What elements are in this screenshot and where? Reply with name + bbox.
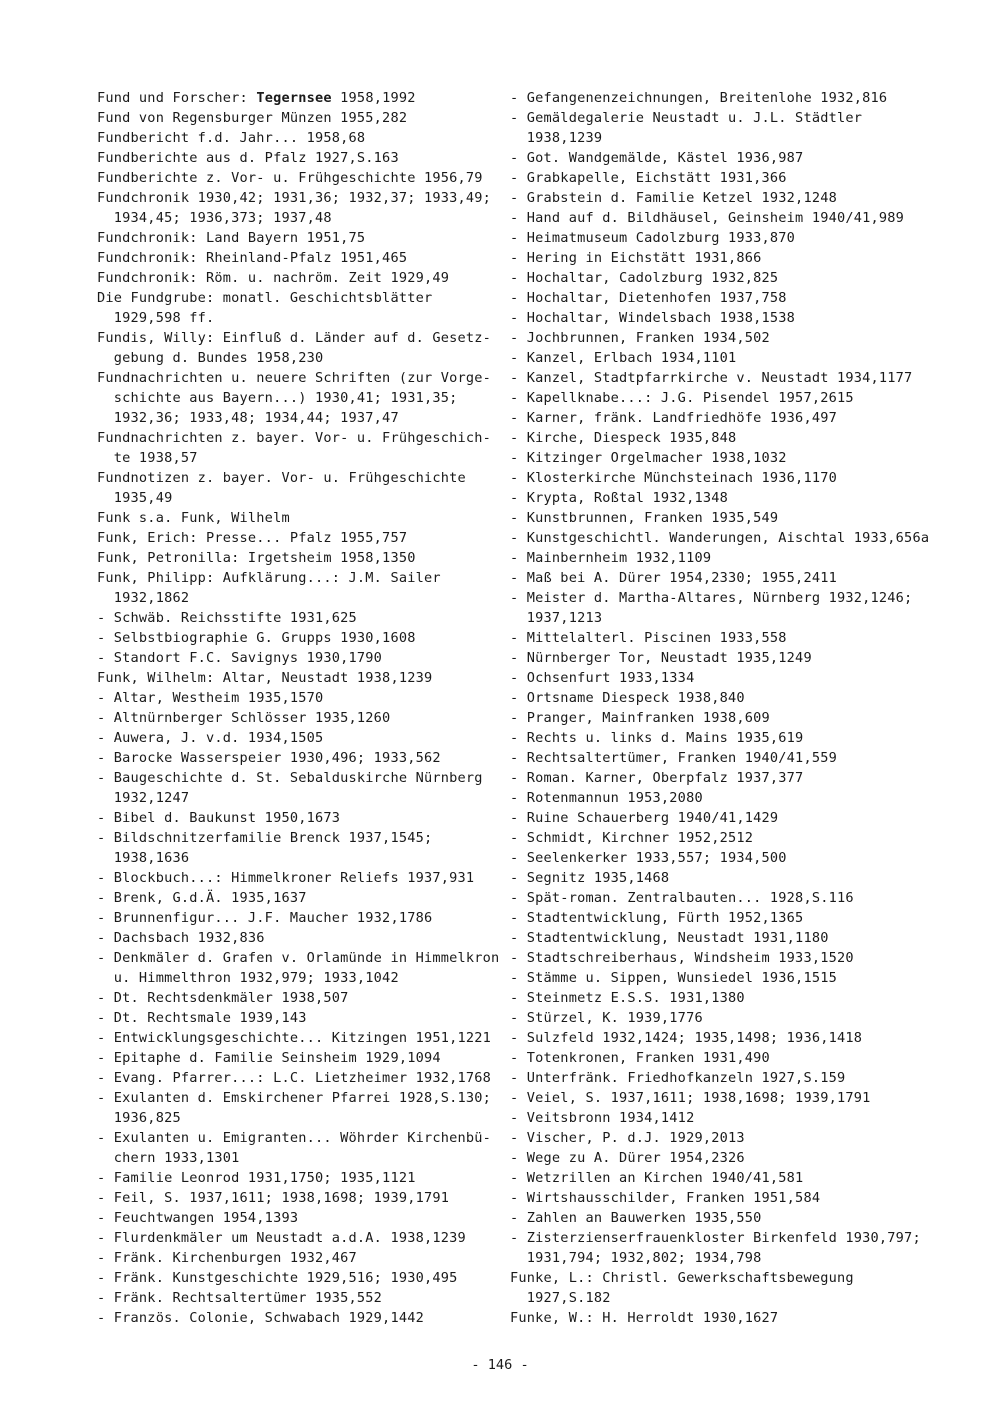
index-line [510, 608, 950, 628]
index-line [97, 808, 492, 828]
index-line [510, 188, 950, 208]
index-line [510, 1288, 950, 1308]
index-text: - Stadtentwicklung, Neustadt 1931,1180 [510, 930, 829, 946]
index-text: u. Himmelthron 1932,979; 1933,1042 [97, 970, 399, 986]
index-line [510, 428, 950, 448]
index-line [510, 168, 950, 188]
index-line [97, 1308, 492, 1328]
index-text: 1937,1213 [510, 610, 603, 626]
index-line [97, 228, 492, 248]
index-line [97, 708, 492, 728]
index-line [510, 748, 950, 768]
index-text: - Exulanten d. Emskirchener Pfarrei 1928,S.130; [97, 1090, 492, 1106]
index-line [97, 1188, 492, 1208]
index-line [97, 488, 492, 508]
index-line [510, 628, 950, 648]
index-line [97, 628, 492, 648]
index-text: - Stämme u. Sippen, Wunsiedel 1936,1515 [510, 970, 837, 986]
index-text: - Denkmäler d. Grafen v. Orlamünde in Himmelkron [97, 950, 500, 966]
index-line [97, 748, 492, 768]
index-line [97, 648, 492, 668]
index-text: - Spät-roman. Zentralbauten... 1928,S.116 [510, 890, 854, 906]
index-text: - Unterfränk. Friedhofkanzeln 1927,S.159 [510, 1070, 846, 1086]
index-text: Fundnotizen z. bayer. Vor- u. Frühgeschichte [97, 470, 466, 486]
index-line [510, 1268, 950, 1288]
index-text: - Sulzfeld 1932,1424; 1935,1498; 1936,1418 [510, 1030, 863, 1046]
index-line [510, 908, 950, 928]
index-text: - Krypta, Roßtal 1932,1348 [510, 490, 728, 506]
index-line [97, 168, 492, 188]
index-line [510, 648, 950, 668]
index-text: - Kitzinger Orgelmacher 1938,1032 [510, 450, 787, 466]
index-text: - Rechts u. links d. Mains 1935,619 [510, 730, 804, 746]
index-text: - Seelenkerker 1933,557; 1934,500 [510, 850, 787, 866]
index-line [510, 1208, 950, 1228]
index-line [510, 828, 950, 848]
index-line [510, 948, 950, 968]
index-text: - Wege zu A. Dürer 1954,2326 [510, 1150, 745, 1166]
index-text: - Stadtentwicklung, Fürth 1952,1365 [510, 910, 804, 926]
index-line [97, 1028, 492, 1048]
index-line [510, 328, 950, 348]
index-text: 1929,598 ff. [97, 310, 215, 326]
index-text: - Grabkapelle, Eichstätt 1931,366 [510, 170, 787, 186]
index-line [97, 1168, 492, 1188]
index-text: Fundchronik 1930,42; 1931,36; 1932,37; 1933,49; [97, 190, 492, 206]
index-text: schichte aus Bayern...) 1930,41; 1931,35; [97, 390, 458, 406]
index-line [510, 1068, 950, 1088]
index-line [97, 828, 492, 848]
index-text: - Kunstbrunnen, Franken 1935,549 [510, 510, 779, 526]
right-column [510, 88, 950, 1328]
index-line [97, 1108, 492, 1128]
index-text: - Got. Wandgemälde, Kästel 1936,987 [510, 150, 804, 166]
index-line [510, 668, 950, 688]
index-text: - Heimatmuseum Cadolzburg 1933,870 [510, 230, 796, 246]
index-line [510, 1028, 950, 1048]
index-line [97, 448, 492, 468]
index-line [97, 1008, 492, 1028]
index-line [510, 548, 950, 568]
index-line [510, 88, 950, 108]
index-text: - Totenkronen, Franken 1931,490 [510, 1050, 770, 1066]
index-text: - Kapellknabe...: J.G. Pisendel 1957,2615 [510, 390, 854, 406]
index-line [510, 468, 950, 488]
index-line [510, 528, 950, 548]
index-text: 1938,1636 [97, 850, 190, 866]
index-line [510, 788, 950, 808]
index-text: - Dt. Rechtsdenkmäler 1938,507 [97, 990, 349, 1006]
index-line [97, 768, 492, 788]
index-line [510, 848, 950, 868]
index-line [97, 1248, 492, 1268]
index-text: - Bildschnitzerfamilie Brenck 1937,1545; [97, 830, 433, 846]
index-line [97, 308, 492, 328]
index-line [510, 208, 950, 228]
index-text: Funk, Erich: Presse... Pfalz 1955,757 [97, 530, 408, 546]
index-text: 1935,49 [97, 490, 173, 506]
index-text: - Baugeschichte d. St. Sebalduskirche Nürnberg [97, 770, 483, 786]
index-line [510, 928, 950, 948]
index-line [97, 288, 492, 308]
index-text: - Klosterkirche Münchsteinach 1936,1170 [510, 470, 837, 486]
index-text: - Selbstbiographie G. Grupps 1930,1608 [97, 630, 416, 646]
index-line [510, 408, 950, 428]
index-line [97, 908, 492, 928]
index-line [510, 228, 950, 248]
index-text: - Feil, S. 1937,1611; 1938,1698; 1939,1791 [97, 1190, 450, 1206]
index-line [97, 568, 492, 588]
index-text: - Zahlen an Bauwerken 1935,550 [510, 1210, 762, 1226]
index-text: - Wirtshausschilder, Franken 1951,584 [510, 1190, 821, 1206]
index-text: - Zisterzienserfrauenkloster Birkenfeld 1930,797; [510, 1230, 921, 1246]
index-text: - Gefangenenzeichnungen, Breitenlohe 1932,816 [510, 90, 888, 106]
index-line [97, 588, 492, 608]
index-line [510, 288, 950, 308]
index-text: - Schmidt, Kirchner 1952,2512 [510, 830, 754, 846]
index-line [510, 808, 950, 828]
index-text: - Fränk. Rechtsaltertümer 1935,552 [97, 1290, 383, 1306]
index-text: gebung d. Bundes 1958,230 [97, 350, 324, 366]
index-line [510, 768, 950, 788]
index-text: - Kunstgeschichtl. Wanderungen, Aischtal 1933,656a [510, 530, 930, 546]
index-line [510, 268, 950, 288]
index-text: - Ochsenfurt 1933,1334 [510, 670, 695, 686]
index-line [97, 88, 492, 108]
index-line [510, 1188, 950, 1208]
index-text: - Pranger, Mainfranken 1938,609 [510, 710, 770, 726]
index-line [510, 988, 950, 1008]
index-text: Fundbericht f.d. Jahr... 1958,68 [97, 130, 366, 146]
index-line [97, 1088, 492, 1108]
index-text: - Bibel d. Baukunst 1950,1673 [97, 810, 341, 826]
index-line [97, 328, 492, 348]
index-line [97, 948, 500, 968]
index-line [97, 108, 492, 128]
index-text: - Exulanten u. Emigranten... Wöhrder Kirchenbü- [97, 1130, 492, 1146]
index-text: - Flurdenkmäler um Neustadt a.d.A. 1938,1239 [97, 1230, 466, 1246]
index-text: - Französ. Colonie, Schwabach 1929,1442 [97, 1310, 424, 1326]
index-text: - Entwicklungsgeschichte... Kitzingen 1951,1221 [97, 1030, 492, 1046]
index-line [97, 548, 492, 568]
index-line [97, 468, 492, 488]
index-line [510, 308, 950, 328]
index-line [510, 248, 950, 268]
index-line [510, 888, 950, 908]
index-text: - Brenk, G.d.Ä. 1935,1637 [97, 890, 307, 906]
index-line [97, 988, 492, 1008]
index-text: - Rechtsaltertümer, Franken 1940/41,559 [510, 750, 837, 766]
index-text: - Auwera, J. v.d. 1934,1505 [97, 730, 324, 746]
index-line [510, 588, 950, 608]
index-line [510, 1108, 950, 1128]
index-line [510, 728, 950, 748]
index-text: - Hochaltar, Cadolzburg 1932,825 [510, 270, 779, 286]
index-line [97, 348, 492, 368]
index-line [97, 1208, 492, 1228]
index-text: - Vischer, P. d.J. 1929,2013 [510, 1130, 745, 1146]
index-line [97, 128, 492, 148]
index-text: - Ortsname Diespeck 1938,840 [510, 690, 745, 706]
index-line [510, 1228, 950, 1248]
index-text: - Altar, Westheim 1935,1570 [97, 690, 324, 706]
index-line [97, 248, 492, 268]
index-text: - Fränk. Kunstgeschichte 1929,516; 1930,495 [97, 1270, 458, 1286]
index-text: - Kanzel, Stadtpfarrkirche v. Neustadt 1934,1177 [510, 370, 913, 386]
index-text: - Evang. Pfarrer...: L.C. Lietzheimer 1932,1768 [97, 1070, 492, 1086]
index-line [510, 1008, 950, 1028]
index-text: 1932,1247 [97, 790, 190, 806]
index-text: - Veitsbronn 1934,1412 [510, 1110, 695, 1126]
index-text: - Jochbrunnen, Franken 1934,502 [510, 330, 770, 346]
index-text: Fund von Regensburger Münzen 1955,282 [97, 110, 408, 126]
index-text: - Barocke Wasserspeier 1930,496; 1933,562 [97, 750, 441, 766]
index-text: - Nürnberger Tor, Neustadt 1935,1249 [510, 650, 812, 666]
index-text: - Epitaphe d. Familie Seinsheim 1929,1094 [97, 1050, 441, 1066]
index-line [510, 1168, 950, 1188]
index-line [510, 128, 950, 148]
index-text: - Standort F.C. Savignys 1930,1790 [97, 650, 383, 666]
index-text: - Feuchtwangen 1954,1393 [97, 1210, 299, 1226]
index-text: - Kanzel, Erlbach 1934,1101 [510, 350, 737, 366]
index-line [510, 568, 950, 588]
index-text: - Familie Leonrod 1931,1750; 1935,1121 [97, 1170, 416, 1186]
index-text: Fund und Forscher: [97, 90, 257, 106]
index-text: Funk, Wilhelm: Altar, Neustadt 1938,1239 [97, 670, 433, 686]
index-line [510, 1148, 950, 1168]
index-text: - Blockbuch...: Himmelkroner Reliefs 1937,931 [97, 870, 475, 886]
index-line [97, 788, 492, 808]
index-text: chern 1933,1301 [97, 1150, 240, 1166]
index-line [97, 608, 492, 628]
index-line [97, 188, 492, 208]
index-line [97, 368, 492, 388]
index-line [97, 1148, 492, 1168]
index-line [97, 1288, 492, 1308]
index-text: Funk s.a. Funk, Wilhelm [97, 510, 290, 526]
index-line [97, 388, 492, 408]
index-text: Fundis, Willy: Einfluß d. Länder auf d. Gesetz- [97, 330, 492, 346]
index-text: te 1938,57 [97, 450, 198, 466]
index-text: - Stürzel, K. 1939,1776 [510, 1010, 703, 1026]
index-text: - Wetzrillen an Kirchen 1940/41,581 [510, 1170, 804, 1186]
index-text: - Stadtschreiberhaus, Windsheim 1933,1520 [510, 950, 854, 966]
index-line [97, 868, 492, 888]
index-text: - Rotenmannun 1953,2080 [510, 790, 703, 806]
index-text: 1938,1239 [510, 130, 603, 146]
index-line [97, 928, 492, 948]
index-line [510, 348, 950, 368]
index-text: Funk, Petronilla: Irgetsheim 1958,1350 [97, 550, 416, 566]
index-line [97, 688, 492, 708]
index-text: - Dt. Rechtsmale 1939,143 [97, 1010, 307, 1026]
index-line [97, 1228, 492, 1248]
index-text: - Steinmetz E.S.S. 1931,1380 [510, 990, 745, 1006]
index-line [510, 108, 950, 128]
index-line [97, 1068, 492, 1088]
index-line [97, 408, 492, 428]
index-text: Fundberichte z. Vor- u. Frühgeschichte 1956,79 [97, 170, 483, 186]
index-text: - Meister d. Martha-Altares, Nürnberg 1932,1246; [510, 590, 913, 606]
index-text: 1936,825 [97, 1110, 181, 1126]
index-line [97, 668, 492, 688]
index-text: - Kirche, Diespeck 1935,848 [510, 430, 737, 446]
index-line [510, 1088, 950, 1108]
index-line [510, 1048, 950, 1068]
index-line [510, 388, 950, 408]
index-text: - Gemäldegalerie Neustadt u. J.L. Städtler [510, 110, 863, 126]
index-line [510, 508, 950, 528]
index-text: 1931,794; 1932,802; 1934,798 [510, 1250, 762, 1266]
index-line [510, 488, 950, 508]
index-text: 1927,S.182 [510, 1290, 611, 1306]
index-text: - Segnitz 1935,1468 [510, 870, 670, 886]
index-text: - Veiel, S. 1937,1611; 1938,1698; 1939,1791 [510, 1090, 871, 1106]
index-text: - Dachsbach 1932,836 [97, 930, 265, 946]
index-text: Funk, Philipp: Aufklärung...: J.M. Sailer [97, 570, 441, 586]
index-text: Fundnachrichten z. bayer. Vor- u. Frühgeschich- [97, 430, 492, 446]
index-text: - Grabstein d. Familie Ketzel 1932,1248 [510, 190, 837, 206]
left-column [97, 88, 500, 1328]
index-text: Funke, L.: Christl. Gewerkschaftsbewegung [510, 1270, 854, 1286]
index-text: Die Fundgrube: monatl. Geschichtsblätter [97, 290, 433, 306]
index-line [510, 868, 950, 888]
index-text: 1934,45; 1936,373; 1937,48 [97, 210, 332, 226]
index-line [510, 968, 950, 988]
index-text: 1932,36; 1933,48; 1934,44; 1937,47 [97, 410, 399, 426]
index-text: 1932,1862 [97, 590, 190, 606]
index-text: Fundchronik: Land Bayern 1951,75 [97, 230, 366, 246]
index-line [97, 1128, 492, 1148]
index-line [97, 208, 492, 228]
index-text: - Karner, fränk. Landfriedhöfe 1936,497 [510, 410, 837, 426]
index-line [97, 508, 492, 528]
index-line [510, 708, 950, 728]
index-text: - Roman. Karner, Oberpfalz 1937,377 [510, 770, 804, 786]
index-line [510, 1128, 950, 1148]
index-line [510, 368, 950, 388]
page-number: - 146 - [471, 1357, 529, 1373]
index-text: Fundchronik: Röm. u. nachröm. Zeit 1929,49 [97, 270, 450, 286]
index-text: - Fränk. Kirchenburgen 1932,467 [97, 1250, 357, 1266]
index-line [510, 1248, 950, 1268]
index-line [97, 428, 492, 448]
index-text: - Maß bei A. Dürer 1954,2330; 1955,2411 [510, 570, 837, 586]
index-text: - Brunnenfigur... J.F. Maucher 1932,1786 [97, 910, 433, 926]
index-text: Fundberichte aus d. Pfalz 1927,S.163 [97, 150, 399, 166]
index-line [510, 688, 950, 708]
index-line [97, 528, 492, 548]
index-line [97, 848, 492, 868]
index-text: - Mittelalterl. Piscinen 1933,558 [510, 630, 787, 646]
index-text: Fundchronik: Rheinland-Pfalz 1951,465 [97, 250, 408, 266]
index-line [510, 1308, 950, 1328]
index-text: - Hand auf d. Bildhäusel, Geinsheim 1940/41,989 [510, 210, 905, 226]
index-line [510, 448, 950, 468]
index-line [97, 1268, 492, 1288]
index-line [97, 1048, 492, 1068]
index-text: - Hochaltar, Windelsbach 1938,1538 [510, 310, 796, 326]
index-text: 1958,1992 [331, 90, 416, 106]
index-text: Tegernsee [256, 90, 332, 106]
index-text: Funke, W.: H. Herroldt 1930,1627 [510, 1310, 779, 1326]
index-text: - Mainbernheim 1932,1109 [510, 550, 712, 566]
index-line [97, 728, 492, 748]
index-line [97, 148, 492, 168]
index-text: - Ruine Schauerberg 1940/41,1429 [510, 810, 779, 826]
index-text: - Altnürnberger Schlösser 1935,1260 [97, 710, 391, 726]
index-line [97, 888, 492, 908]
index-text: - Schwäb. Reichsstifte 1931,625 [97, 610, 357, 626]
index-line [97, 268, 492, 288]
index-line [510, 148, 950, 168]
index-text: - Hering in Eichstätt 1931,866 [510, 250, 762, 266]
index-line [97, 968, 492, 988]
index-text: - Hochaltar, Dietenhofen 1937,758 [510, 290, 787, 306]
index-text: Fundnachrichten u. neuere Schriften (zur Vorge- [97, 370, 492, 386]
